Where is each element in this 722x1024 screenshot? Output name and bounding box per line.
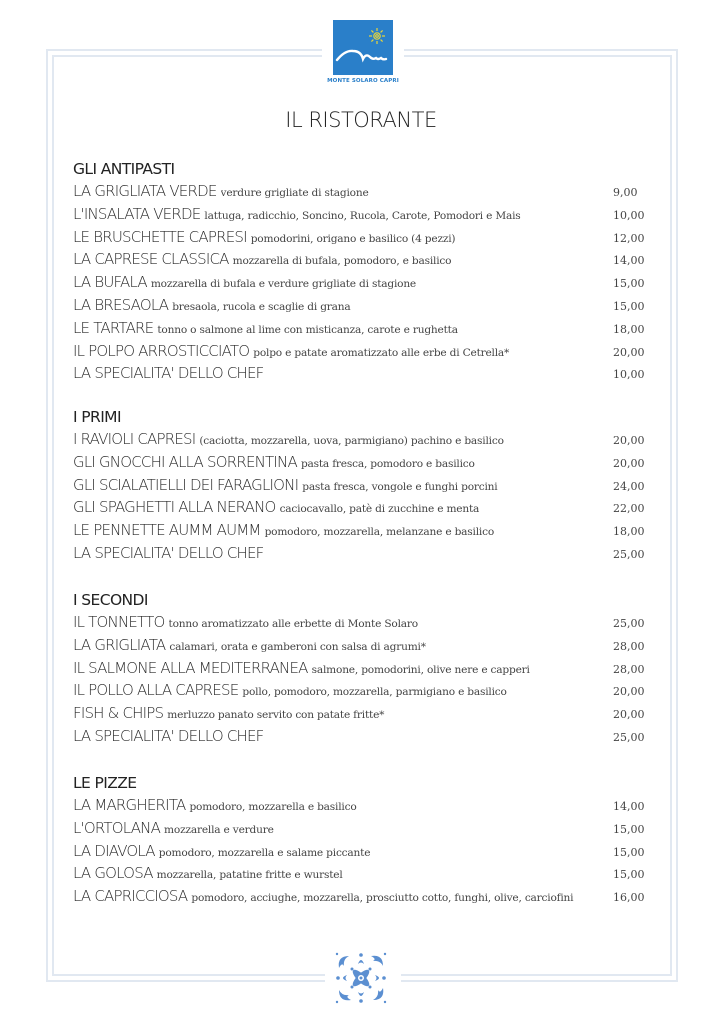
item-price: 10,00: [613, 368, 645, 382]
menu-item: [73, 840, 653, 863]
item-name: IL POLPO ARROSTICCIATO: [73, 341, 250, 360]
item-name: LE PENNETTE AUMM AUMM: [73, 521, 261, 540]
item-name: L'ORTOLANA: [73, 818, 161, 837]
item-description: lattuga, radicchio, Soncino, Rucola, Carote, Pomodori e Mais: [204, 209, 521, 222]
menu-item: [73, 542, 653, 565]
item-price: 15,00: [613, 299, 645, 313]
item-price: 25,00: [613, 547, 645, 561]
item-description: pomodoro, mozzarella e basilico: [189, 801, 357, 813]
item-price: 22,00: [613, 502, 645, 516]
item-price: 28,00: [613, 662, 645, 676]
menu-item: [73, 817, 653, 840]
item-description: calamari, orata e gamberoni con salsa di agrumi*: [169, 640, 426, 653]
menu-section: [73, 158, 653, 385]
section-title: I SECONDI: [73, 591, 148, 609]
item-price: 12,00: [613, 231, 645, 245]
item-name: IL TONNETTO: [73, 613, 165, 631]
menu-item: [73, 340, 653, 363]
item-name: I RAVIOLI CAPRESI: [73, 430, 196, 448]
item-name: IL SALMONE ALLA MEDITERRANEA: [73, 658, 308, 677]
item-name: LA SPECIALITA' DELLO CHEF: [73, 364, 264, 383]
item-description: mozzarella di bufala e verdure grigliate di stagione: [150, 278, 417, 291]
item-name: LE TARTARE: [73, 318, 154, 337]
section-title: GLI ANTIPASTI: [73, 160, 175, 178]
item-description: pasta fresca, pomodoro e basilico: [300, 457, 475, 470]
item-name: LA CAPRICCIOSA: [73, 887, 188, 906]
item-description: mozzarella, patatine fritte e wurstel: [156, 869, 343, 882]
item-name: LA BRESAOLA: [73, 295, 169, 314]
item-price: 24,00: [613, 479, 645, 493]
menu-item: [73, 725, 653, 748]
menu-item: [73, 862, 653, 885]
item-price: 25,00: [613, 617, 645, 630]
item-price: 18,00: [613, 525, 645, 539]
menu-item: [73, 611, 653, 634]
item-price: 15,00: [613, 277, 645, 291]
item-price: 20,00: [613, 456, 645, 470]
item-name: GLI SPAGHETTI ALLA NERANO: [73, 498, 276, 517]
item-name: IL POLLO ALLA CAPRESE: [73, 681, 239, 700]
item-description: pomodorini, origano e basilico (4 pezzi): [250, 232, 456, 245]
item-price: 28,00: [613, 639, 645, 653]
section-title: LE PIZZE: [73, 774, 137, 792]
item-description: tonno o salmone al lime con misticanza, carote e rughetta: [157, 323, 458, 336]
menu-section: [73, 406, 653, 565]
menu-item: [73, 702, 653, 725]
item-description: mozzarella e verdure: [164, 823, 274, 836]
menu-item: [73, 794, 653, 817]
item-price: 18,00: [613, 322, 645, 336]
item-name: LA SPECIALITA' DELLO CHEF: [73, 543, 264, 562]
item-name: L'INSALATA VERDE: [73, 204, 201, 223]
item-name: LA GRIGLIATA: [73, 635, 166, 654]
item-price: 15,00: [613, 845, 645, 859]
item-name: LA DIAVOLA: [73, 841, 155, 860]
majolica-tile-icon: [335, 952, 387, 1004]
menu-item: [73, 271, 653, 294]
menu-item: [73, 657, 653, 680]
menu-item: [73, 679, 653, 702]
item-price: 9,00: [613, 186, 638, 199]
item-name: LA GRIGLIATA VERDE: [73, 182, 217, 200]
menu-item: [73, 451, 653, 474]
item-name: LA CAPRESE CLASSICA: [73, 250, 229, 269]
item-name: GLI SCIALATIELLI DEI FARAGLIONI: [73, 475, 299, 494]
menu-item: [73, 226, 653, 249]
item-price: 14,00: [613, 254, 645, 268]
item-description: bresaola, rucola e scaglie di grana: [172, 300, 351, 313]
menu-item: [73, 248, 653, 271]
item-name: LA BUFALA: [73, 273, 147, 292]
item-price: 15,00: [613, 868, 645, 882]
item-description: merluzzo panato servito con patate fritte*: [167, 709, 385, 722]
menu-item: [73, 203, 653, 226]
menu-item: [73, 428, 653, 451]
item-description: caciocavallo, patè di zucchine e menta: [279, 503, 480, 516]
page-title: IL RISTORANTE: [285, 108, 437, 132]
menu-item: [73, 634, 653, 657]
menu-section: [73, 772, 653, 908]
menu-item: [73, 474, 653, 497]
item-description: pomodoro, mozzarella e salame piccante: [158, 846, 371, 859]
item-price: 20,00: [613, 708, 645, 722]
logo-text: MONTE SOLARO CAPRI: [327, 78, 399, 84]
item-description: verdure grigliate di stagione: [220, 187, 369, 199]
item-description: mozzarella di bufala, pomodoro, e basilico: [232, 255, 452, 268]
item-price: 20,00: [613, 685, 645, 699]
item-name: LE BRUSCHETTE CAPRESI: [73, 227, 247, 246]
item-price: 14,00: [613, 800, 645, 813]
item-price: 20,00: [613, 434, 645, 447]
item-description: salmone, pomodorini, olive nere e capperi: [311, 663, 530, 676]
item-price: 25,00: [613, 730, 645, 744]
menu-item: [73, 496, 653, 519]
item-price: 20,00: [613, 345, 645, 359]
item-description: (caciotta, mozzarella, uova, parmigiano) pachino e basilico: [199, 435, 504, 447]
menu-section: [73, 589, 653, 748]
item-description: pomodoro, acciughe, mozzarella, prosciutto cotto, funghi, olive, carciofini: [191, 892, 574, 905]
item-description: polpo e patate aromatizzato alle erbe di Cetrella*: [253, 346, 510, 359]
item-price: 15,00: [613, 822, 645, 836]
item-name: LA MARGHERITA: [73, 796, 186, 814]
item-name: FISH & CHIPS: [73, 704, 164, 723]
menu-item: [73, 180, 653, 203]
menu-item: [73, 519, 653, 542]
item-price: 16,00: [613, 891, 645, 905]
monte-solaro-logo: [333, 20, 393, 75]
item-description: pollo, pomodoro, mozzarella, parmigiano e basilico: [242, 686, 507, 699]
item-name: GLI GNOCCHI ALLA SORRENTINA: [73, 452, 297, 471]
menu-item: [73, 885, 653, 908]
item-price: 10,00: [613, 208, 645, 222]
menu-item: [73, 294, 653, 317]
item-name: LA GOLOSA: [73, 864, 153, 883]
item-description: tonno aromatizzato alle erbette di Monte Solaro: [168, 618, 418, 630]
section-title: I PRIMI: [73, 408, 121, 426]
sun-hills-icon: [333, 20, 393, 75]
menu-item: [73, 317, 653, 340]
item-name: LA SPECIALITA' DELLO CHEF: [73, 726, 264, 745]
item-description: pomodoro, mozzarella, melanzane e basilico: [264, 526, 495, 539]
item-description: pasta fresca, vongole e funghi porcini: [302, 480, 498, 493]
menu-item: [73, 362, 653, 385]
